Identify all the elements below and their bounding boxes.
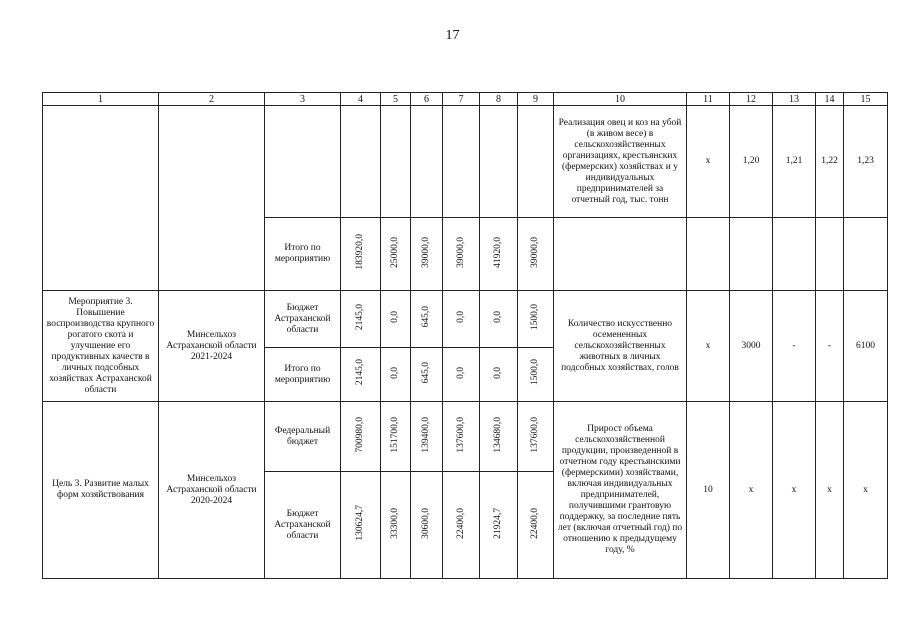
indicator-value: 1,22 <box>816 106 844 218</box>
indicator-value: х <box>844 402 888 579</box>
value-cell <box>480 218 518 291</box>
col-header: 5 <box>381 93 411 106</box>
indicator-value: - <box>816 291 844 402</box>
indicator-value: 10 <box>687 402 730 579</box>
col-header: 15 <box>844 93 888 106</box>
executor-cell: Минсельхоз Астраханской области 2020-2024 <box>159 402 265 579</box>
col-header: 11 <box>687 93 730 106</box>
value-cell <box>411 291 443 348</box>
col-header: 1 <box>43 93 159 106</box>
value-cell <box>411 218 443 291</box>
indicator-value: х <box>730 402 773 579</box>
table-row <box>43 106 888 218</box>
value-text: 22400,0 <box>455 507 466 539</box>
value-cell <box>518 348 554 402</box>
source-cell: Федеральный бюджет <box>265 402 341 472</box>
value-cell <box>518 218 554 291</box>
value-cell <box>518 106 554 218</box>
col-header: 13 <box>773 93 816 106</box>
value-text: 39000,0 <box>530 236 540 268</box>
value-text: 1500,0 <box>530 303 540 331</box>
value-text: 21924,7 <box>493 507 503 539</box>
value-text: 137600,0 <box>530 416 540 453</box>
value-cell <box>518 291 554 348</box>
value-text: 39000,0 <box>455 236 466 268</box>
value-cell <box>480 402 518 472</box>
value-cell <box>480 472 518 579</box>
value-text: 0,0 <box>493 366 503 379</box>
indicator-value <box>844 218 888 291</box>
value-text: 137600,0 <box>455 416 466 453</box>
value-text: 41920,0 <box>493 236 503 268</box>
value-cell <box>443 106 480 218</box>
col-header: 2 <box>159 93 265 106</box>
value-text: 645,0 <box>421 306 431 328</box>
value-cell <box>341 291 381 348</box>
indicator-value <box>730 218 773 291</box>
value-text: 2145,0 <box>355 303 365 331</box>
table-row <box>43 291 888 348</box>
col-header: 12 <box>730 93 773 106</box>
value-text: 33300,0 <box>390 507 400 539</box>
value-text: 39000,0 <box>421 236 431 268</box>
source-cell: Итого по мероприятию <box>265 348 341 402</box>
value-text: 0,0 <box>455 311 466 323</box>
indicator-value: х <box>687 106 730 218</box>
col-header: 7 <box>443 93 480 106</box>
value-cell <box>341 472 381 579</box>
indicator-value: 6100 <box>844 291 888 402</box>
value-text: 22400,0 <box>530 507 540 539</box>
value-cell <box>341 348 381 402</box>
value-cell <box>411 472 443 579</box>
value-cell <box>341 402 381 472</box>
col-header: 3 <box>265 93 341 106</box>
indicator-value: 1,20 <box>730 106 773 218</box>
value-cell <box>341 218 381 291</box>
indicator-value: х <box>816 402 844 579</box>
program-table <box>42 92 887 579</box>
value-cell <box>381 472 411 579</box>
value-text: 0,0 <box>493 311 503 323</box>
col-header: 8 <box>480 93 518 106</box>
value-text: 645,0 <box>421 361 431 384</box>
value-cell <box>443 348 480 402</box>
value-cell <box>381 348 411 402</box>
header-row <box>43 93 888 106</box>
value-cell <box>411 348 443 402</box>
value-cell <box>443 218 480 291</box>
value-text: 0,0 <box>455 366 466 379</box>
source-cell <box>265 106 341 218</box>
source-cell: Бюджет Астраханской области <box>265 472 341 579</box>
indicator-value <box>816 218 844 291</box>
value-text: 183920,0 <box>355 234 365 270</box>
table-row <box>43 402 888 472</box>
value-text: 0,0 <box>390 366 400 379</box>
indicator-value <box>687 218 730 291</box>
value-text: 151700,0 <box>390 416 400 453</box>
indicator-cell: Количество искусственно осемененных сельскохозяйственных животных в личных подсобных хозяйствах, голов <box>554 291 687 402</box>
value-cell <box>443 472 480 579</box>
value-text: 0,0 <box>390 311 400 323</box>
indicator-value: 1,23 <box>844 106 888 218</box>
value-cell <box>480 106 518 218</box>
indicator-cell: Реализация овец и коз на убой (в живом весе) в сельскохозяйственных организациях, крестьянских (фермерских) хозяйствах и у индивидуальных предпринимателей за отчетный год, тыс. тонн <box>554 106 687 218</box>
value-cell <box>480 291 518 348</box>
col-header: 9 <box>518 93 554 106</box>
value-cell <box>443 402 480 472</box>
measure-cell: Цель 3. Развитие малых форм хозяйствования <box>43 402 159 579</box>
value-text: 1500,0 <box>530 359 540 386</box>
indicator-cell <box>554 218 687 291</box>
col-header: 6 <box>411 93 443 106</box>
source-cell: Итого по мероприятию <box>265 218 341 291</box>
page-number: 17 <box>445 28 460 43</box>
value-cell <box>518 402 554 472</box>
value-cell <box>411 106 443 218</box>
indicator-value: 3000 <box>730 291 773 402</box>
source-cell: Бюджет Астраханской области <box>265 291 341 348</box>
value-text: 30600,0 <box>421 507 431 539</box>
value-cell <box>443 291 480 348</box>
measure-cell: Мероприятие 3. Повышение воспроизводства крупного рогатого скота и улучшение его продуктивных качеств в личных подсобных хозяйствах Астраханской области <box>43 291 159 402</box>
indicator-value <box>773 218 816 291</box>
indicator-value: х <box>687 291 730 402</box>
value-text: 2145,0 <box>355 359 365 386</box>
value-cell <box>518 472 554 579</box>
value-text: 134680,0 <box>493 416 503 453</box>
value-cell <box>381 291 411 348</box>
measure-cell <box>43 106 159 291</box>
value-text: 139400,0 <box>421 416 431 453</box>
value-cell <box>381 106 411 218</box>
value-cell <box>341 106 381 218</box>
indicator-value: 1,21 <box>773 106 816 218</box>
executor-cell <box>159 106 265 291</box>
value-cell <box>381 218 411 291</box>
value-cell <box>381 402 411 472</box>
col-header: 10 <box>554 93 687 106</box>
col-header: 14 <box>816 93 844 106</box>
col-header: 4 <box>341 93 381 106</box>
indicator-cell: Прирост объема сельскохозяйственной продукции, произведенной в отчетном году крестьянскими (фермерскими) хозяйствами, включая индивидуальных предпринимателей, получившими грантовую поддержку, за последние пять лет (включая отчетный год) по отношению к предыдущему году, % <box>554 402 687 579</box>
value-text: 25000,0 <box>390 236 400 268</box>
indicator-value: х <box>773 402 816 579</box>
value-cell <box>411 402 443 472</box>
executor-cell: Минсельхоз Астраханской области 2021-2024 <box>159 291 265 402</box>
value-cell <box>480 348 518 402</box>
value-text: 130624,7 <box>355 505 365 541</box>
indicator-value: - <box>773 291 816 402</box>
value-text: 700980,0 <box>355 416 365 453</box>
